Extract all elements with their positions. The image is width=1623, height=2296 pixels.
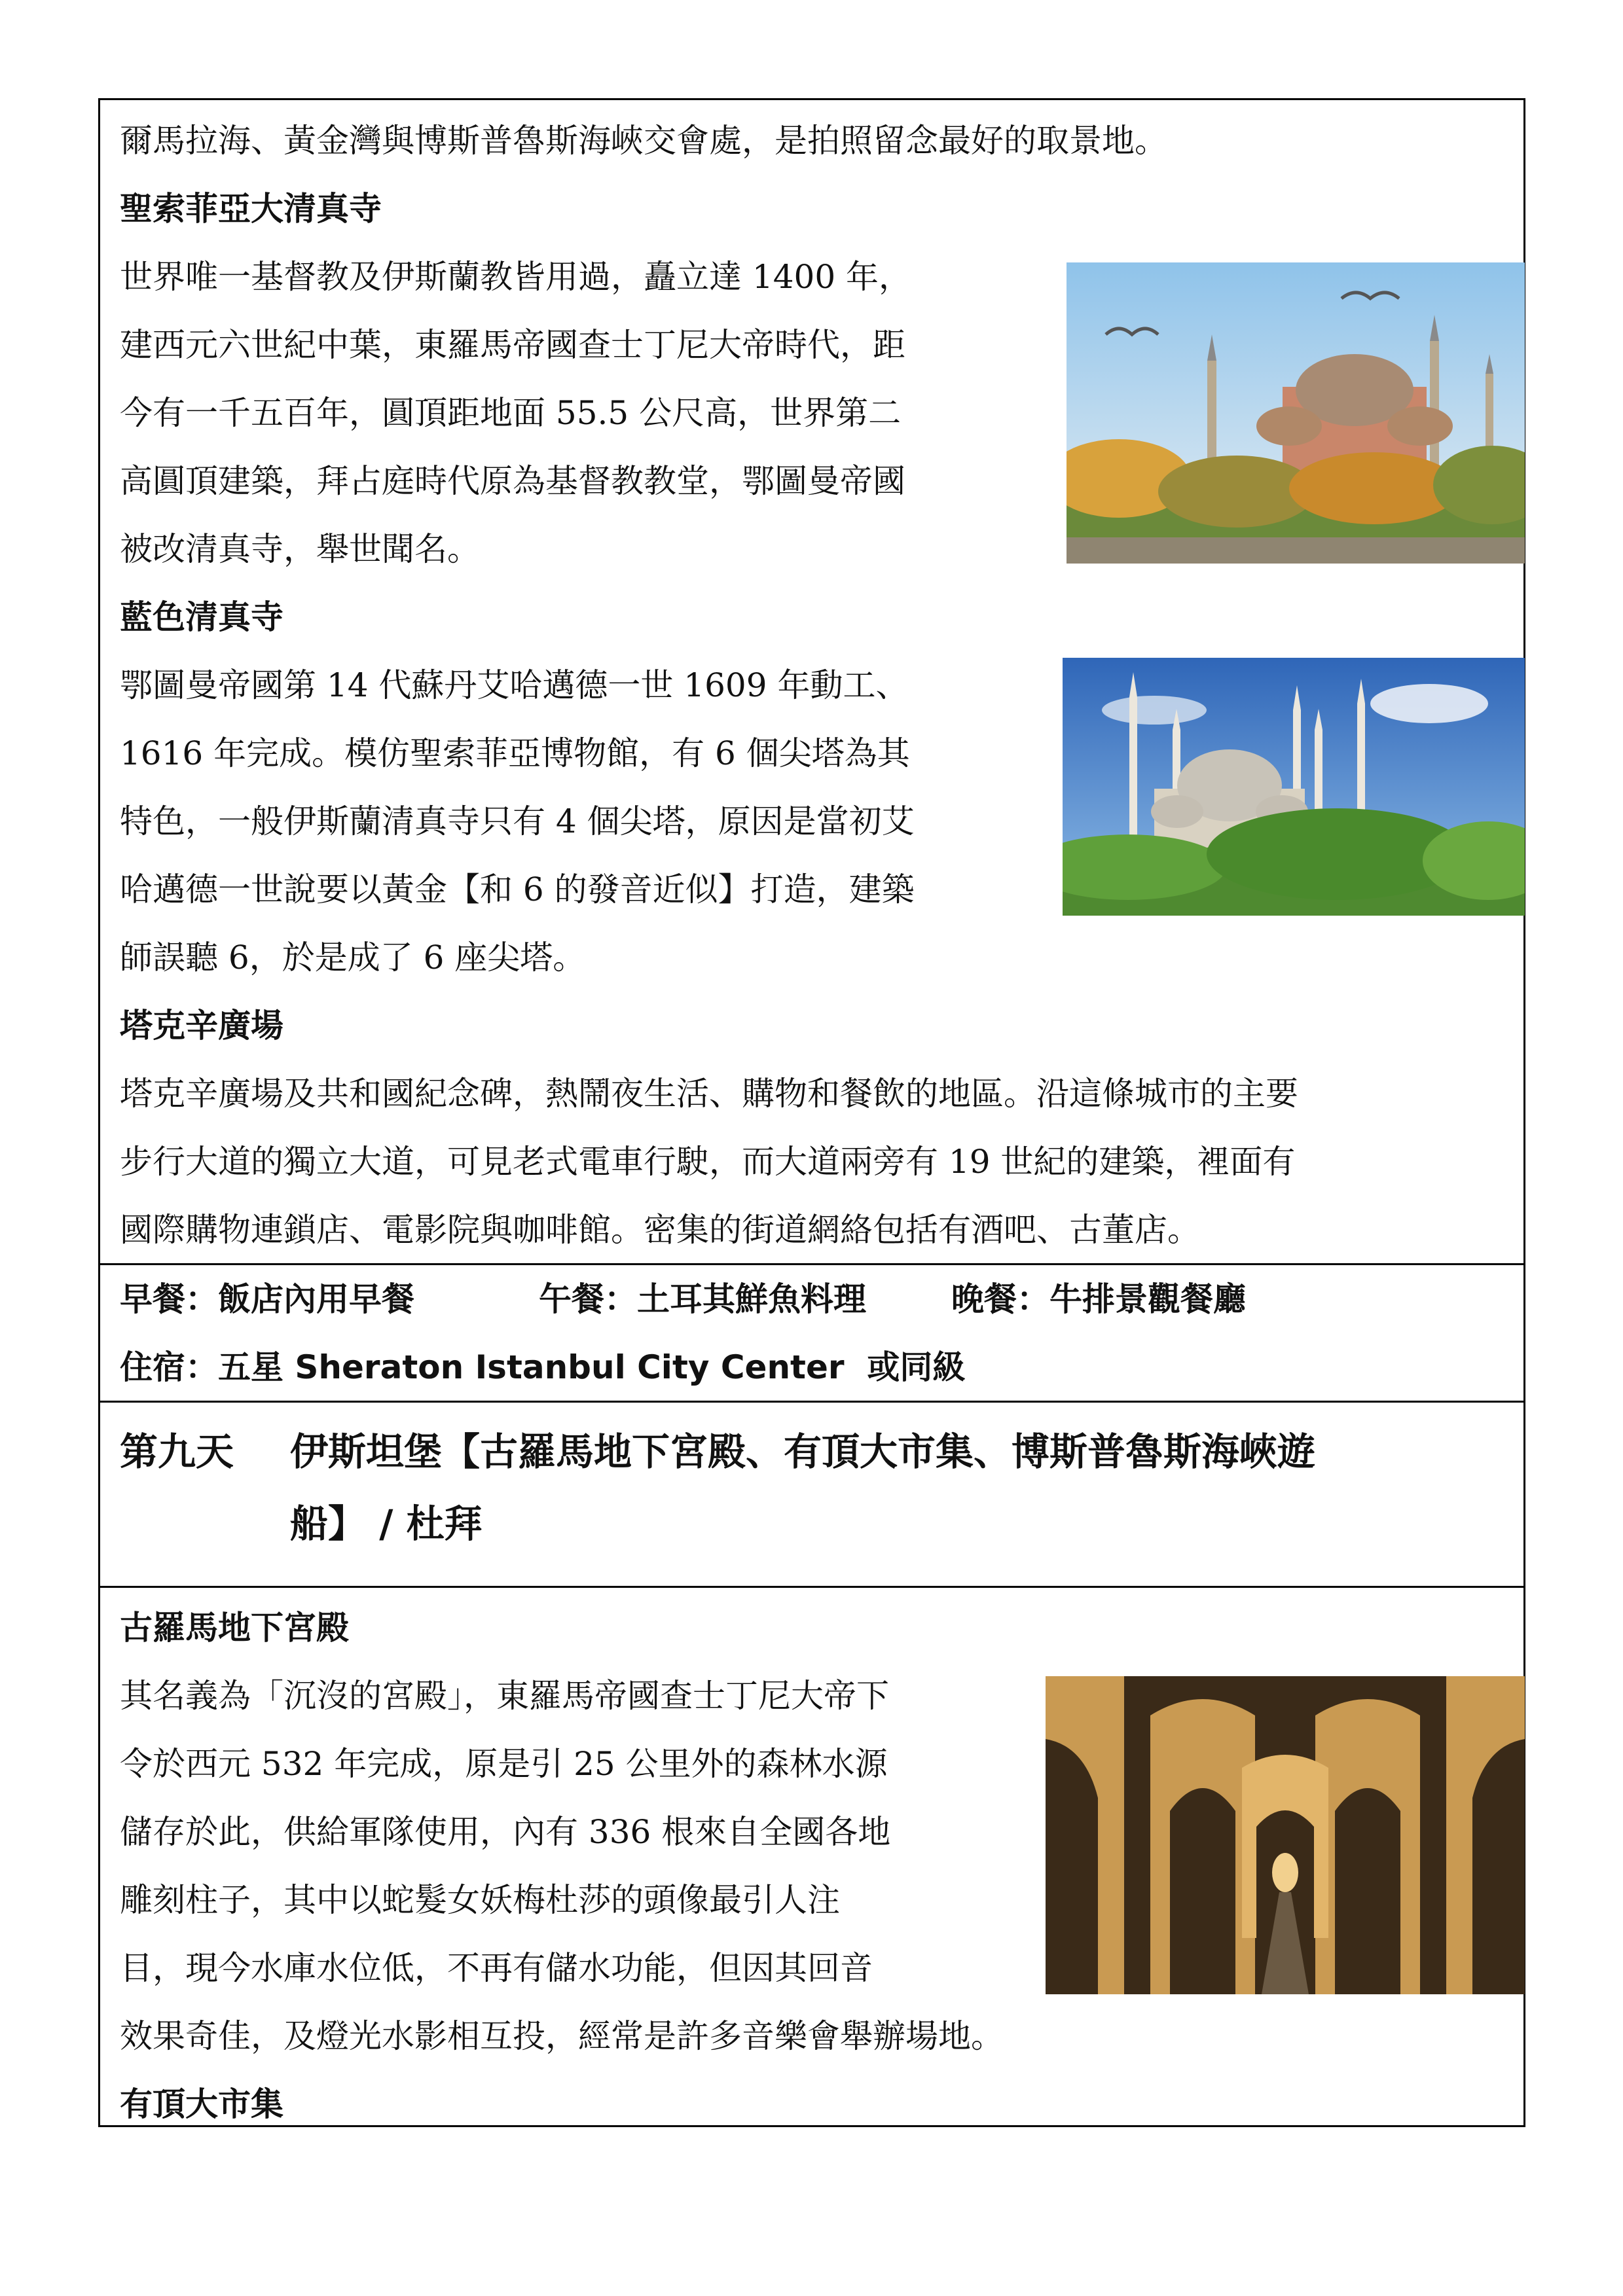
blue-mosque-line: 師誤聽 6，於是成了 6 座尖塔。 bbox=[120, 939, 586, 977]
hagia-sophia-line: 世界唯一基督教及伊斯蘭教皆用過，矗立達 1400 年， bbox=[120, 258, 912, 296]
hagia-sophia-line: 建西元六世紀中葉，東羅馬帝國查士丁尼大帝時代，距 bbox=[120, 326, 905, 364]
cistern-photo bbox=[1046, 1676, 1525, 1994]
hagia-sophia-heading: 聖索菲亞大清真寺 bbox=[120, 190, 382, 228]
taksim-line: 國際購物連鎖店、電影院與咖啡館。密集的街道網絡包括有酒吧、古董店。 bbox=[120, 1211, 1200, 1249]
day-title-line: 船】 / 杜拜 bbox=[290, 1501, 483, 1546]
hagia-sophia-line: 今有一千五百年，圓頂距地面 55.5 公尺高，世界第二 bbox=[120, 394, 902, 432]
blue-mosque-line: 哈邁德一世說要以黃金【和 6 的發音近似】打造，建築 bbox=[120, 870, 915, 908]
blue-mosque-heading: 藍色清真寺 bbox=[120, 598, 283, 636]
breakfast-text: 早餐：飯店內用早餐 bbox=[120, 1280, 414, 1318]
day-title-line: 伊斯坦堡【古羅馬地下宮殿、有頂大市集、博斯普魯斯海峽遊 bbox=[290, 1429, 1316, 1474]
hotel-text: 住宿：五星 Sheraton Istanbul City Center 或同級 bbox=[120, 1348, 966, 1386]
cistern-line: 儲存於此，供給軍隊使用，內有 336 根來自全國各地 bbox=[120, 1813, 891, 1851]
divider bbox=[100, 1586, 1523, 1588]
blue-mosque-photo bbox=[1063, 658, 1525, 916]
hagia-sophia-photo bbox=[1067, 262, 1525, 564]
intro-line: 爾馬拉海、黃金灣與博斯普魯斯海峽交會處，是拍照留念最好的取景地。 bbox=[120, 122, 1167, 160]
hagia-sophia-line: 被改清真寺，舉世聞名。 bbox=[120, 530, 480, 568]
bazaar-heading: 有頂大市集 bbox=[120, 2085, 283, 2123]
blue-mosque-line: 鄂圖曼帝國第 14 代蘇丹艾哈邁德一世 1609 年動工、 bbox=[120, 666, 909, 704]
cistern-line: 效果奇佳，及燈光水影相互投，經常是許多音樂會舉辦場地。 bbox=[120, 2017, 1004, 2055]
taksim-heading: 塔克辛廣場 bbox=[120, 1007, 283, 1045]
hagia-sophia-line: 高圓頂建築，拜占庭時代原為基督教教堂，鄂圖曼帝國 bbox=[120, 462, 905, 500]
cistern-line: 雕刻柱子，其中以蛇髮女妖梅杜莎的頭像最引人注 bbox=[120, 1881, 840, 1919]
blue-mosque-line: 1616 年完成。模仿聖索菲亞博物館，有 6 個尖塔為其 bbox=[120, 734, 910, 772]
cistern-line: 目，現今水庫水位低，不再有儲水功能，但因其回音 bbox=[120, 1949, 873, 1987]
lunch-text: 午餐：土耳其鮮魚料理 bbox=[539, 1280, 866, 1318]
taksim-line: 塔克辛廣場及共和國紀念碑，熱鬧夜生活、購物和餐飲的地區。沿這條城市的主要 bbox=[120, 1075, 1298, 1113]
taksim-line: 步行大道的獨立大道，可見老式電車行駛，而大道兩旁有 19 世紀的建築，裡面有 bbox=[120, 1143, 1296, 1181]
cistern-heading: 古羅馬地下宮殿 bbox=[120, 1609, 349, 1647]
cistern-line: 其名義為「沉沒的宮殿」，東羅馬帝國查士丁尼大帝下 bbox=[120, 1677, 889, 1715]
dinner-text: 晚餐：牛排景觀餐廳 bbox=[951, 1280, 1246, 1318]
cistern-line: 令於西元 532 年完成，原是引 25 公里外的森林水源 bbox=[120, 1745, 888, 1783]
itinerary-frame bbox=[98, 98, 1525, 2127]
day-label: 第九天 bbox=[120, 1429, 234, 1474]
blue-mosque-line: 特色，一般伊斯蘭清真寺只有 4 個尖塔，原因是當初艾 bbox=[120, 802, 915, 840]
divider bbox=[100, 1401, 1523, 1403]
